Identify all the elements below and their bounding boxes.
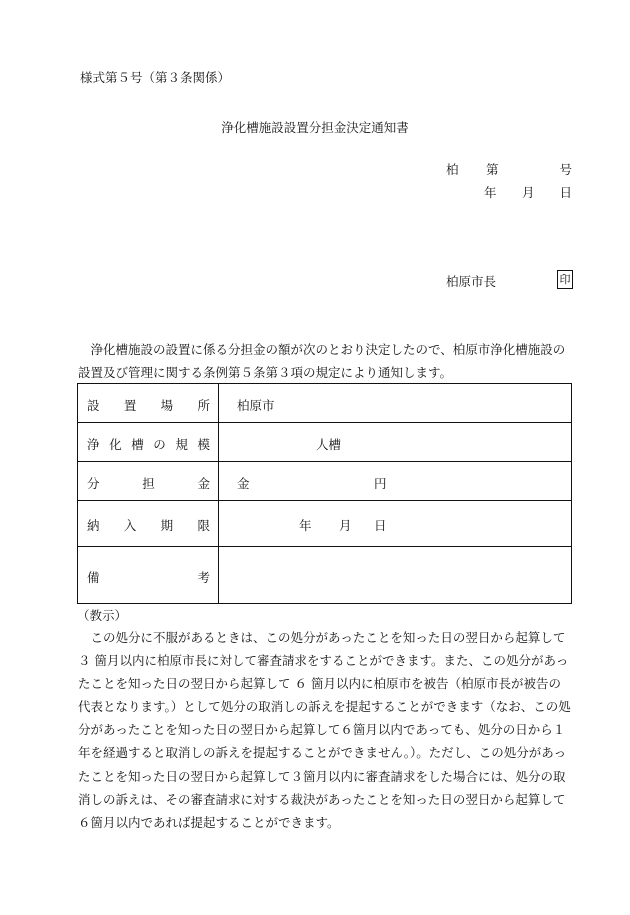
location-prefix: 柏原市 xyxy=(237,398,275,413)
reference-number xyxy=(446,160,572,178)
notice-text xyxy=(78,626,573,834)
label-cell xyxy=(78,462,219,500)
form-number: 様式第５号（第３条関係） xyxy=(80,70,231,85)
notice-paragraph xyxy=(78,626,573,834)
label-amount: 分 担 金 xyxy=(87,476,210,491)
details-table xyxy=(77,383,572,604)
label-location: 設 置 場 所 xyxy=(87,398,210,413)
deadline-month: 月 xyxy=(339,518,352,533)
reference-prefix: 柏 xyxy=(446,162,459,177)
notice-body-text: この処分に不服があるときは、この処分があったことを知った日の翌日から起算して ３ 箇月以内に柏原市長に対して審査請求をすることができます。また、この処分があったことを知った日の翌日から起算して ６ 箇月以内に柏原市を被告（柏原市長が被告の代表となります。）として処分の取消しの訴えを提起することができます（なお、この処分があったことを知った日の翌日から起算して６箇月以内であっても、処分の日から１年を経過すると取消しの訴えを提起することができません。）。ただし、この処分があったことを知った日の翌日から起算して３箇月以内に審査請求をした場合には、処分の取消しの訴えは、その審査請求に対する裁決があったことを知った日の翌日から起算して６箇月以内であれば提起することができます。 xyxy=(78,630,571,830)
value-cell-deadline xyxy=(219,501,571,546)
table-row-location xyxy=(78,384,571,423)
label-cell xyxy=(78,547,219,603)
value-cell-location xyxy=(219,384,571,422)
label-deadline: 納 入 期 限 xyxy=(87,518,210,533)
intro-paragraph xyxy=(78,338,573,384)
issuer-name: 柏原市長 xyxy=(446,274,497,289)
notice-heading: （教示） xyxy=(77,608,128,623)
intro-body: 浄化槽施設の設置に係る分担金の額が次のとおり決定したので、柏原市浄化槽施設の設置及び管理に関する条例第５条第３項の規定により通知します。 xyxy=(78,342,566,380)
label-remarks: 備 考 xyxy=(87,570,210,585)
issue-date-year: 年 xyxy=(484,185,497,200)
label-cell xyxy=(78,423,219,461)
label-cell xyxy=(78,501,219,546)
table-row-deadline xyxy=(78,501,571,547)
amount-prefix: 金 xyxy=(237,476,250,491)
seal-mark: 印 xyxy=(557,270,573,289)
table-row-remarks xyxy=(78,547,571,603)
reference-go: 号 xyxy=(559,162,572,177)
amount-unit: 円 xyxy=(374,476,387,491)
issue-date-month: 月 xyxy=(522,185,535,200)
deadline-year: 年 xyxy=(299,518,312,533)
value-cell-amount xyxy=(219,462,571,500)
deadline-day: 日 xyxy=(374,518,387,533)
value-cell-remarks xyxy=(219,547,571,603)
intro-text xyxy=(78,338,573,384)
issue-date xyxy=(484,183,572,201)
table-row-amount xyxy=(78,462,571,501)
document-title: 浄化槽施設設置分担金決定通知書 xyxy=(221,120,409,135)
scale-unit: 人槽 xyxy=(316,437,342,452)
label-scale: 浄 化 槽 の 規 模 xyxy=(87,437,210,452)
reference-dai: 第 xyxy=(486,162,499,177)
label-cell xyxy=(78,384,219,422)
table-row-scale xyxy=(78,423,571,462)
issue-date-day: 日 xyxy=(559,185,572,200)
value-cell-scale xyxy=(219,423,571,461)
